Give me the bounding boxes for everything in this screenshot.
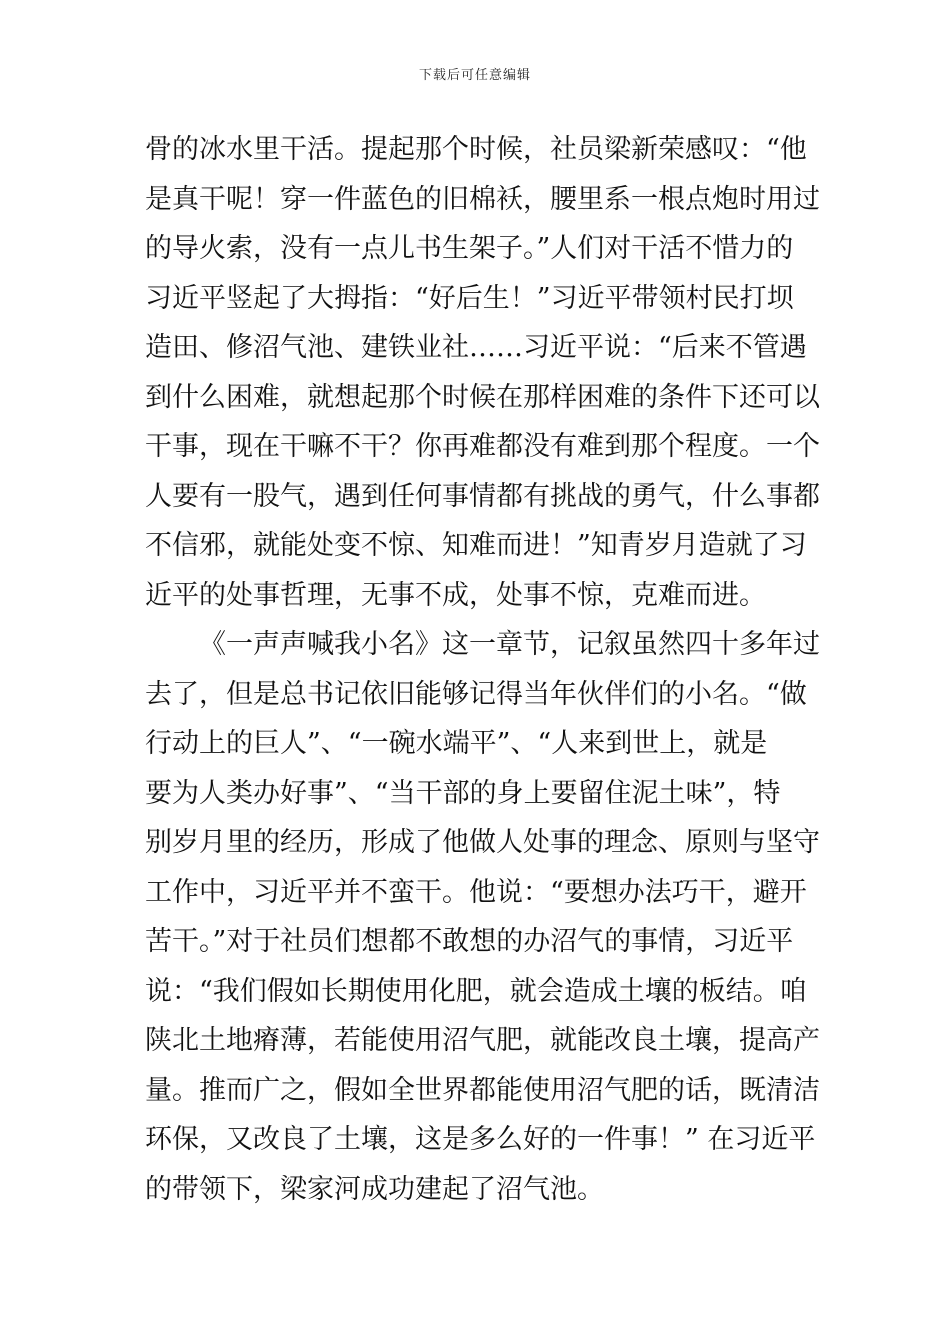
text-line-15: 别岁月里的经历，形成了他做人处事的理念、原则与坚守 xyxy=(145,827,820,858)
document-body xyxy=(145,130,820,1219)
text-line-7: 干事，现在干嘛不干？你再难都没有难到那个程度。一个 xyxy=(145,431,820,462)
text-line-16: 工作中，习近平并不蛮干。他说：“要想办法巧干，避开 xyxy=(145,876,807,908)
text-line-12: 去了，但是总书记依旧能够记得当年伙伴们的小名。“做 xyxy=(145,678,807,710)
text-line-10: 近平的处事哲理，无事不成，处事不惊，克难而进。 xyxy=(145,579,766,611)
text-line-9: 不信邪，就能处变不惊、知难而进！”知青岁月造就了习 xyxy=(145,530,807,561)
text-line-17: 苦干。”对于社员们想都不敢想的办沼气的事情，习近平 xyxy=(145,926,794,957)
text-line-18: 说：“我们假如长期使用化肥，就会造成土壤的板结。咱 xyxy=(145,975,807,1007)
text-line-3: 的导火索，没有一点儿书生架子。”人们对干活不惜力的 xyxy=(145,233,794,264)
text-line-11: 《一声声喊我小名》这一章节，记叙虽然四十多年过 xyxy=(199,629,820,660)
text-line-1: 骨的冰水里干活。提起那个时候，社员梁新荣感叹：“他 xyxy=(145,134,807,165)
text-line-4: 习近平竖起了大拇指：“好后生！”习近平带领村民打坝 xyxy=(145,282,794,314)
text-line-21: 环保，又改良了土壤，这是多么好的一件事！” 在习近平 xyxy=(145,1124,816,1155)
text-line-5: 造田、修沼气池、建铁业社……习近平说：“后来不管遇 xyxy=(145,332,807,363)
text-line-8: 人要有一股气，遇到任何事情都有挑战的勇气，什么事都 xyxy=(145,480,820,512)
text-line-19: 陕北土地瘠薄，若能使用沼气肥，就能改良土壤，提高产 xyxy=(145,1025,820,1056)
text-line-22: 的带领下，梁家河成功建起了沼气池。 xyxy=(145,1173,604,1205)
text-line-6: 到什么困难，就想起那个时候在那样困难的条件下还可以 xyxy=(145,381,820,413)
text-line-13: 行动上的巨人”、“一碗水端平”、“人来到世上，就是 xyxy=(145,728,768,759)
text-line-2: 是真干呢！穿一件蓝色的旧棉袄，腰里系一根点炮时用过 xyxy=(145,183,820,215)
text-line-14: 要为人类办好事”、“当干部的身上要留住泥土味”，特 xyxy=(145,777,781,809)
page-header-note: 下载后可任意编辑 xyxy=(418,68,531,83)
text-line-20: 量。推而广之，假如全世界都能使用沼气肥的话，既清洁 xyxy=(145,1074,820,1106)
